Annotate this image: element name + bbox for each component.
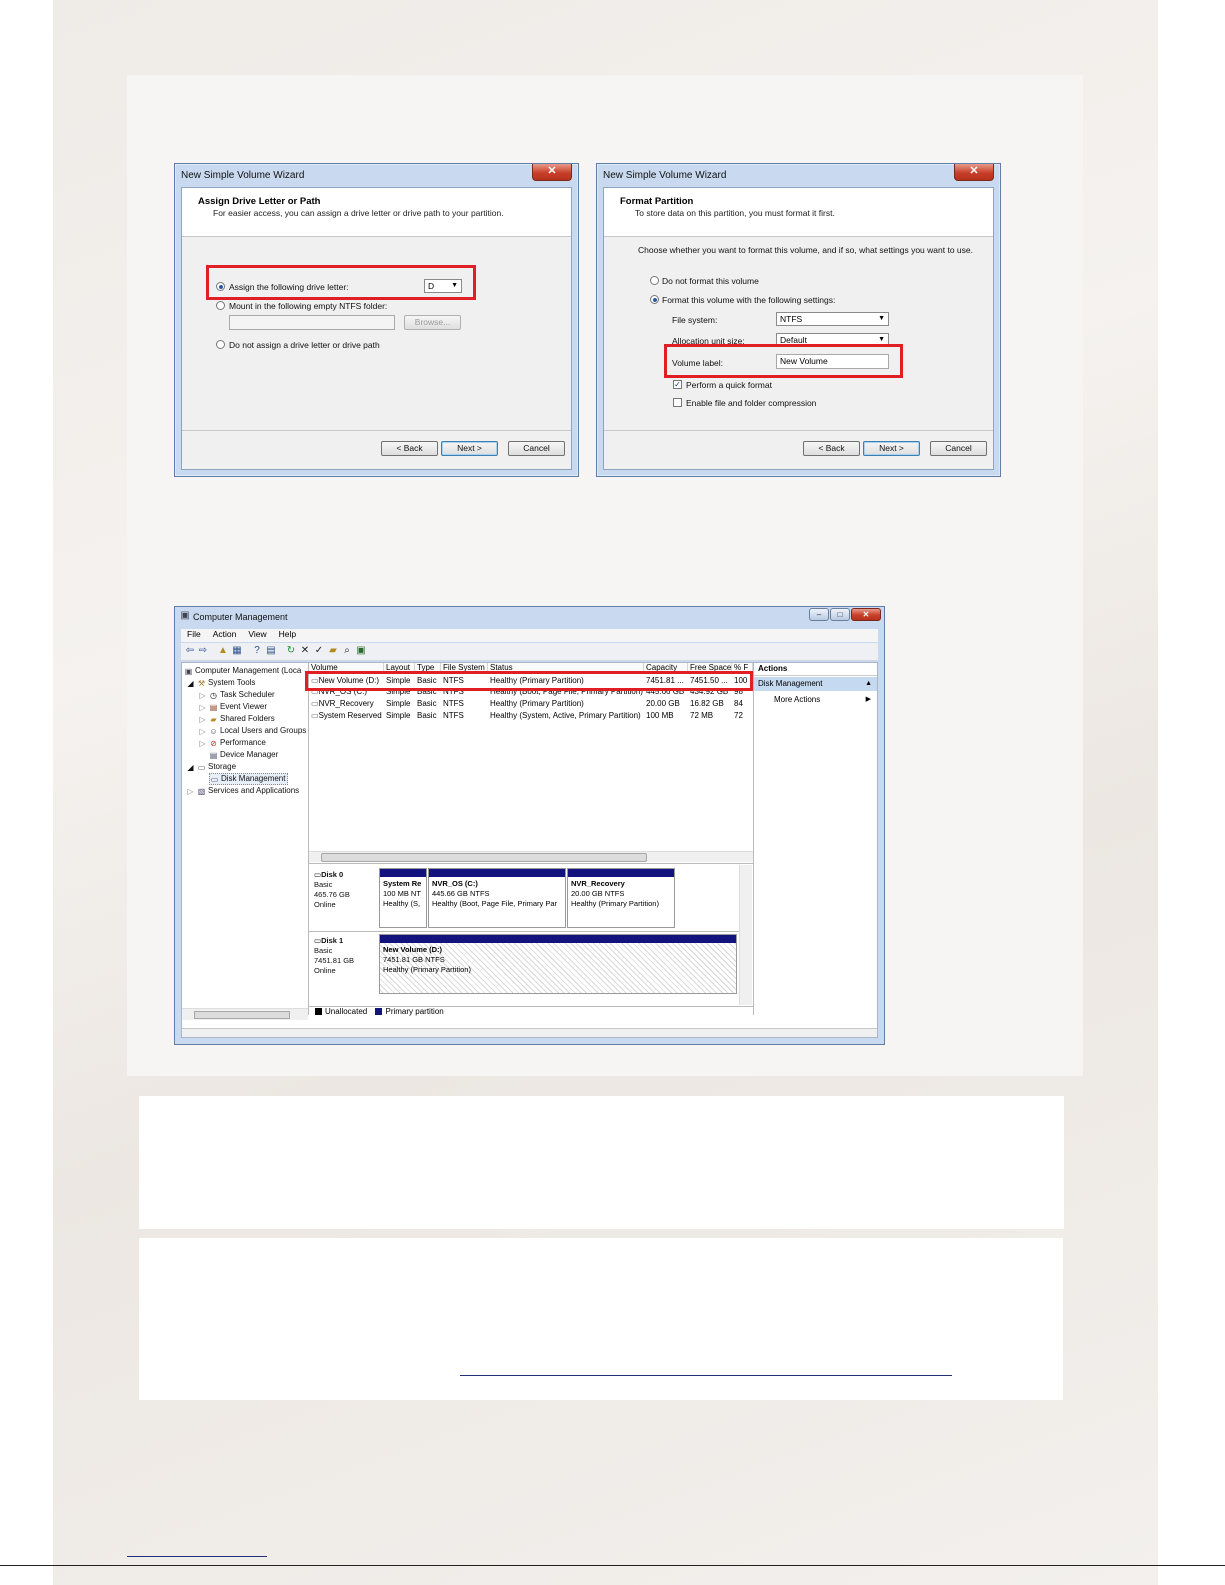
menu-help[interactable]: Help: [278, 629, 297, 639]
partition-name: NVR_OS (C:): [432, 879, 478, 888]
cell-free-space: 7451.50 ...: [690, 676, 728, 685]
cell-percent-free: 98: [734, 687, 743, 696]
cell-file-system: NTFS: [443, 711, 464, 720]
disk-graphical-view: [309, 863, 753, 1006]
device-manager-icon: ▤: [209, 751, 218, 760]
menu-view[interactable]: View: [248, 629, 267, 639]
partition-size: 20.00 GB NTFS: [571, 889, 625, 898]
disk1-type: Basic: [314, 946, 333, 955]
cell-free-space: 72 MB: [690, 711, 714, 720]
close-button[interactable]: [954, 164, 994, 181]
expand-arrow-icon: ▷: [187, 787, 194, 796]
collapse-up-icon: ▲: [865, 680, 872, 687]
tree-item-task-scheduler[interactable]: ▷ ◷ Task Scheduler: [199, 690, 275, 700]
file-system-select[interactable]: [776, 312, 889, 326]
partition-status: Healthy (Primary Partition): [383, 965, 471, 974]
expand-arrow-icon: ▷: [199, 703, 206, 712]
close-icon: ✕: [969, 165, 979, 177]
close-button[interactable]: [851, 608, 881, 621]
menu-bar: [181, 629, 878, 642]
expand-arrow-icon: ▷: [199, 727, 206, 736]
allocation-select[interactable]: [776, 333, 889, 347]
chevron-down-icon: ▼: [878, 315, 885, 322]
column-header[interactable]: Free Space: [690, 663, 732, 672]
partition-bar: [429, 869, 565, 877]
cell-file-system: NTFS: [443, 699, 464, 708]
action-more-actions[interactable]: [774, 694, 871, 706]
cell-capacity: 7451.81 ...: [646, 676, 684, 685]
cell-layout: Simple: [386, 711, 411, 720]
wizard-header: [604, 188, 993, 237]
partition-size: 7451.81 GB NTFS: [383, 955, 445, 964]
disk-separator: [309, 931, 739, 932]
volume-list: [309, 663, 753, 860]
shared-folder-icon: ▰: [210, 715, 217, 724]
wizard-client: [181, 187, 572, 470]
drive-letter-value: D: [428, 281, 435, 291]
disk-icon: ▭: [314, 870, 322, 879]
cancel-button[interactable]: Cancel: [508, 441, 565, 456]
table-row[interactable]: [309, 676, 753, 687]
cell-volume: ▭System Reserved: [311, 711, 382, 720]
tree-item-storage[interactable]: ◢ ▭ Storage: [187, 762, 237, 772]
volume-icon: ▭: [311, 687, 319, 696]
quick-format-label: Perform a quick format: [686, 380, 772, 390]
collapse-arrow-icon: ◢: [187, 763, 194, 772]
partition-legend: [309, 1006, 753, 1021]
status-bar: [182, 1028, 877, 1037]
partition-name: New Volume (D:): [383, 945, 443, 954]
menu-file[interactable]: File: [187, 629, 201, 639]
cell-type: Basic: [417, 687, 437, 696]
cell-type: Basic: [417, 699, 437, 708]
partition-bar: [380, 935, 736, 943]
format-radio[interactable]: [650, 295, 659, 304]
legend-unallocated: Unallocated: [325, 1007, 368, 1016]
wizard-subheading: For easier access, you can assign a drive letter or drive path to your partition.: [213, 208, 504, 218]
cell-percent-free: 84: [734, 699, 743, 708]
disk0-info[interactable]: [314, 870, 376, 910]
window-title: New Simple Volume Wizard: [181, 170, 305, 181]
column-header[interactable]: Volume: [309, 663, 384, 674]
cell-type: Basic: [417, 676, 437, 685]
next-button[interactable]: Next >: [863, 441, 920, 456]
delete-icon[interactable]: ✕: [300, 645, 310, 656]
volume-icon: ▭: [311, 699, 319, 708]
help-icon[interactable]: ?: [254, 645, 260, 656]
partition-nvr-recovery[interactable]: [567, 868, 675, 928]
properties-icon[interactable]: ▤: [266, 645, 276, 656]
minimize-button[interactable]: [809, 608, 829, 621]
maximize-icon: □: [837, 610, 843, 619]
toolbar: [181, 643, 878, 661]
tree-item-disk-management[interactable]: ▭ Disk Management: [209, 773, 288, 785]
table-row[interactable]: [309, 711, 753, 722]
disk1-state: Online: [314, 966, 336, 975]
disk-icon: ▭: [314, 936, 322, 945]
back-button[interactable]: < Back: [803, 441, 860, 456]
minimize-icon: –: [816, 610, 822, 619]
disk-view-vertical-scrollbar[interactable]: [739, 865, 752, 1005]
tree-item-device-manager[interactable]: ▤ Device Manager: [209, 750, 279, 760]
partition-nvr-os[interactable]: [428, 868, 566, 928]
column-header[interactable]: Type: [415, 663, 441, 674]
column-header[interactable]: Capacity: [644, 663, 688, 674]
action-disk-management[interactable]: [754, 677, 877, 691]
text-box-1: [139, 1096, 1064, 1229]
computer-icon: ▣: [184, 667, 193, 676]
tree-item-local-users[interactable]: ▷ ☺ Local Users and Groups: [199, 726, 307, 736]
cell-status: Healthy (Boot, Page File, Primary Partition): [490, 687, 643, 696]
menu-action[interactable]: Action: [212, 629, 237, 639]
maximize-button[interactable]: [830, 608, 850, 621]
cell-file-system: NTFS: [443, 687, 464, 696]
disk1-size: 7451.81 GB: [314, 956, 355, 965]
tree-item-event-viewer[interactable]: ▷ ▤ Event Viewer: [199, 702, 267, 712]
cell-status: Healthy (Primary Partition): [490, 676, 584, 685]
cell-percent-free: 100: [734, 676, 748, 685]
volume-label-input[interactable]: New Volume: [776, 354, 889, 369]
column-header[interactable]: % F: [732, 663, 753, 674]
cell-capacity: 100 MB: [646, 711, 674, 720]
scroll-thumb[interactable]: [194, 1011, 290, 1019]
column-header[interactable]: Layout: [384, 663, 415, 674]
partition-status: Healthy (Primary Partition): [571, 899, 659, 908]
chevron-down-icon: ▼: [451, 282, 458, 289]
expand-arrow-icon: ▷: [199, 739, 206, 748]
format-label: Format this volume with the following settings:: [662, 295, 836, 305]
disk1-name: Disk 1: [321, 936, 344, 945]
wizard-header: [182, 188, 571, 237]
partition-bar: [568, 869, 674, 877]
cell-type: Basic: [417, 711, 437, 720]
volume-icon: ▭: [311, 676, 319, 685]
cell-free-space: 434.92 GB: [690, 687, 729, 696]
wizard-heading: Format Partition: [620, 196, 694, 207]
scroll-thumb[interactable]: [321, 853, 647, 862]
cell-capacity: 20.00 GB: [646, 699, 680, 708]
column-header[interactable]: Status: [488, 663, 644, 674]
browse-button[interactable]: Browse...: [404, 315, 461, 330]
wizard-subheading: To store data on this partition, you must format it first.: [635, 208, 835, 218]
legend-primary: Primary partition: [385, 1007, 444, 1016]
compression-label: Enable file and folder compression: [686, 398, 817, 408]
tree-horizontal-scrollbar[interactable]: [182, 1008, 308, 1020]
quick-format-checkbox[interactable]: ✓: [674, 380, 681, 389]
volume-icon: ▭: [311, 711, 319, 720]
collapse-arrow-icon: ◢: [187, 679, 194, 688]
no-letter-label: Do not assign a drive letter or drive path: [229, 340, 380, 350]
close-button[interactable]: [532, 164, 572, 181]
computer-management-icon: ▣: [180, 610, 190, 621]
window-title: New Simple Volume Wizard: [603, 170, 727, 181]
allocation-label: Allocation unit size:: [672, 336, 745, 346]
open-folder-icon[interactable]: ▰: [329, 645, 337, 656]
partition-system-reserved[interactable]: [379, 868, 427, 928]
partition-status: Healthy (Boot, Page File, Primary Par: [432, 899, 558, 908]
partition-size: 100 MB NT: [383, 889, 421, 898]
cell-file-system: NTFS: [443, 676, 464, 685]
cell-free-space: 16.82 GB: [690, 699, 724, 708]
partition-bar: [380, 869, 426, 877]
actions-header: Actions: [754, 663, 877, 676]
mount-folder-input[interactable]: [229, 315, 395, 330]
allocation-value: Default: [780, 335, 807, 345]
wizard-assign-drive-window: [174, 163, 579, 477]
table-row[interactable]: [309, 699, 753, 710]
event-log-icon: ▤: [209, 703, 218, 712]
partition-size: 445.66 GB NTFS: [432, 889, 490, 898]
computer-management-window: [174, 606, 885, 1045]
expand-arrow-icon: ▷: [199, 691, 206, 700]
no-format-radio[interactable]: [650, 276, 659, 285]
actions-pane: [753, 663, 877, 1015]
compression-checkbox[interactable]: [673, 398, 682, 407]
assign-letter-label: Assign the following drive letter:: [229, 282, 349, 292]
close-icon: ✕: [862, 610, 870, 619]
disk0-size: 465.76 GB: [314, 890, 350, 899]
no-format-label: Do not format this volume: [662, 276, 759, 286]
action-disk-management-label: Disk Management: [758, 679, 823, 688]
disk0-name: Disk 0: [321, 870, 344, 879]
services-icon: ▧: [197, 787, 206, 796]
cell-volume: ▭New Volume (D:): [311, 676, 380, 685]
cell-volume: ▭NVR_OS (C:): [311, 687, 368, 696]
cell-layout: Simple: [386, 699, 411, 708]
cell-volume: ▭NVR_Recovery: [311, 699, 374, 708]
up-folder-icon[interactable]: ▲: [218, 645, 228, 656]
performance-icon: ⊘: [210, 739, 217, 748]
file-system-value: NTFS: [780, 314, 803, 324]
volume-list-horizontal-scrollbar[interactable]: [309, 851, 753, 862]
partition-new-volume[interactable]: [379, 934, 737, 994]
cell-capacity: 445.66 GB: [646, 687, 685, 696]
partition-status: Healthy (S,: [383, 899, 421, 908]
partition-name: NVR_Recovery: [571, 879, 625, 888]
check-icon[interactable]: ✓: [314, 645, 324, 656]
disk0-type: Basic: [314, 880, 333, 889]
disk-properties-icon[interactable]: ▣: [356, 645, 366, 656]
column-header[interactable]: File System: [441, 663, 488, 674]
console-tree: [182, 663, 309, 1015]
no-letter-radio[interactable]: [216, 340, 225, 349]
tree-item-services[interactable]: ▷ ▧ Services and Applications: [187, 786, 300, 796]
close-icon: ✕: [547, 165, 557, 177]
link-underline: [460, 1375, 952, 1376]
tree-item-shared-folders[interactable]: ▷ ▰ Shared Folders: [199, 714, 275, 724]
file-system-label: File system:: [672, 315, 718, 325]
volume-label-label: Volume label:: [672, 358, 724, 368]
mount-folder-label: Mount in the following empty NTFS folder:: [229, 301, 388, 311]
primary-swatch: [375, 1008, 382, 1015]
wizard-footer: [182, 430, 571, 469]
search-icon[interactable]: ⌕: [344, 645, 350, 656]
cell-percent-free: 72: [734, 711, 743, 720]
table-row[interactable]: [309, 687, 753, 698]
cell-status: Healthy (Primary Partition): [490, 699, 584, 708]
wizard-format-partition-window: [596, 163, 1001, 477]
forward-arrow-icon[interactable]: ⇨: [198, 645, 208, 656]
cell-status: Healthy (System, Active, Primary Partition): [490, 711, 641, 720]
storage-icon: ▭: [197, 763, 206, 772]
wizard-heading: Assign Drive Letter or Path: [198, 196, 321, 207]
users-icon: ☺: [209, 727, 218, 736]
wizard-footer: [604, 430, 993, 469]
drive-letter-select[interactable]: [424, 279, 462, 293]
cell-layout: Simple: [386, 676, 411, 685]
tools-icon: ⚒: [197, 679, 206, 688]
cancel-button[interactable]: Cancel: [930, 441, 987, 456]
back-button[interactable]: < Back: [381, 441, 438, 456]
tree-item-root[interactable]: ▣ Computer Management (Loca: [184, 666, 302, 676]
tree-item-system-tools[interactable]: ◢ ⚒ System Tools: [187, 678, 256, 688]
back-arrow-icon[interactable]: ⇦: [185, 645, 195, 656]
mmc-body: [181, 662, 878, 1038]
footer-rule: [0, 1565, 1225, 1566]
clock-icon: ◷: [210, 691, 217, 700]
wizard-client: [603, 187, 994, 470]
refresh-icon[interactable]: ↻: [286, 645, 296, 656]
partition-name: System Re: [383, 879, 422, 888]
more-actions-label: More Actions: [774, 695, 821, 704]
cell-layout: Simple: [386, 687, 411, 696]
format-intro: Choose whether you want to format this volume, and if so, what settings you want to use.: [638, 245, 973, 255]
chevron-right-icon: ▶: [865, 696, 871, 703]
next-button[interactable]: Next >: [441, 441, 498, 456]
disk0-state: Online: [314, 900, 336, 909]
unallocated-swatch: [315, 1008, 322, 1015]
footer-link-underline: [127, 1556, 267, 1557]
disk-icon: ▭: [210, 775, 219, 784]
mount-folder-radio[interactable]: [216, 301, 225, 310]
disk1-info[interactable]: [314, 936, 376, 976]
assign-letter-radio[interactable]: [216, 282, 225, 291]
window-title: Computer Management: [193, 612, 288, 622]
show-hide-tree-icon[interactable]: ▦: [232, 645, 242, 656]
chevron-down-icon: ▼: [878, 336, 885, 343]
tree-item-performance[interactable]: ▷ ⊘ Performance: [199, 738, 266, 748]
expand-arrow-icon: ▷: [199, 715, 206, 724]
